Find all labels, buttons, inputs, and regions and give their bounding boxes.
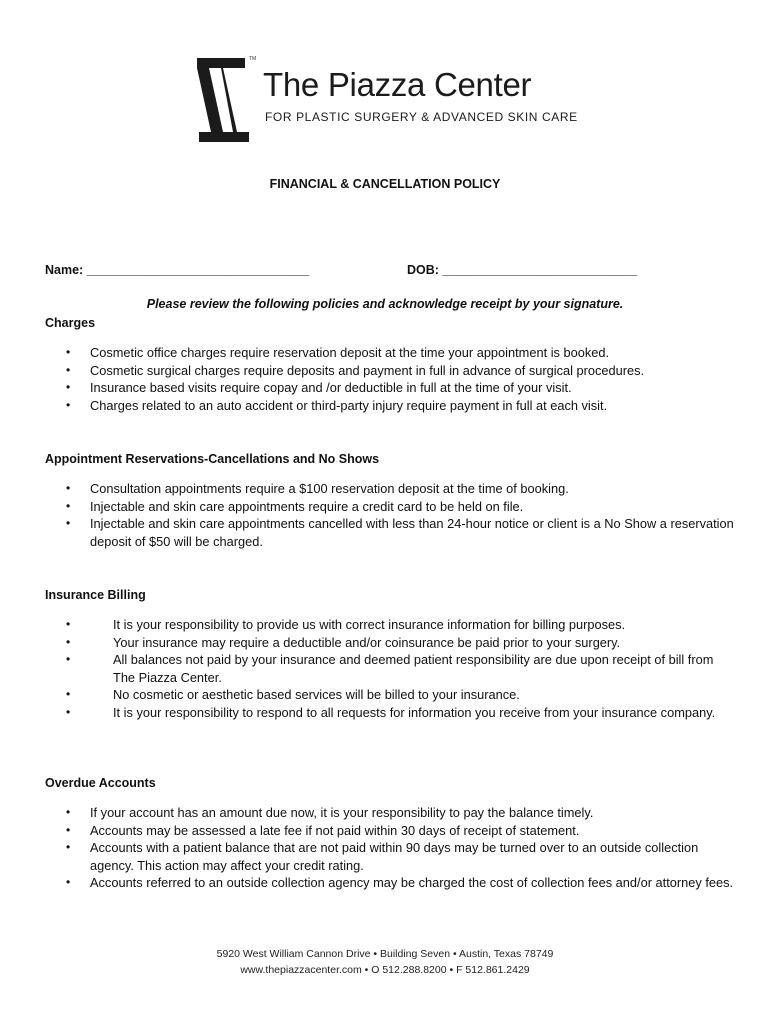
bullet-icon: •	[66, 397, 71, 412]
overdue-list	[45, 804, 735, 892]
logo-name: The Piazza Center	[263, 66, 532, 103]
list-item: • Insurance based visits require copay and /or deductible in full at the time of your visit.	[66, 380, 572, 396]
page-footer	[0, 946, 770, 978]
dob-field[interactable]: DOB: ____________________________	[407, 263, 638, 277]
bullet-icon: •	[66, 481, 71, 495]
list-item: • Accounts may be assessed a late fee if not paid within 30 days of receipt of statement.	[66, 822, 580, 838]
list-item: • Cosmetic office charges require reservation deposit at the time your appointment is booked.	[66, 345, 610, 360]
bullet-icon: •	[66, 840, 71, 855]
instruction-text: Please review the following policies and acknowledge receipt by your signature.	[146, 297, 624, 311]
list-item: • Accounts with a patient balance that are not paid within 90 days may be turned over to an outside collection agency. This action may affect your credit rating.	[66, 840, 699, 873]
list-item: • Charges related to an auto accident or third-party injury require payment in full at each visit.	[66, 397, 608, 413]
appointments-list	[45, 480, 735, 550]
footer-address: 5920 West William Cannon Drive • Building Seven • Austin, Texas 78749	[216, 948, 554, 960]
list-item: • Your insurance may require a deductible and/or coinsurance be paid prior to your surgery.	[66, 634, 621, 650]
section-charges	[45, 316, 735, 414]
insurance-list	[45, 616, 735, 722]
list-item: • It is your responsibility to provide us with correct insurance information for billing purposes.	[66, 617, 626, 632]
bullet-icon: •	[66, 516, 71, 531]
section-overdue-accounts	[45, 776, 735, 892]
bullet-icon: •	[66, 704, 71, 719]
document-title: FINANCIAL & CANCELLATION POLICY	[269, 177, 501, 191]
list-item: • All balances not paid by your insurance and deemed patient responsibility are due upon receipt of bill from The Piazza Center.	[66, 652, 714, 685]
list-item: • It is your responsibility to respond to all requests for information you receive from your insurance company.	[66, 704, 716, 720]
section-insurance-billing	[45, 588, 735, 722]
bullet-icon: •	[66, 875, 71, 890]
z-logo-mark-icon	[193, 56, 257, 144]
bullet-icon: •	[66, 805, 71, 819]
list-item: • Cosmetic surgical charges require deposits and payment in full in advance of surgical procedures.	[66, 362, 645, 378]
footer-contact: www.thepiazzacenter.com • O 512.288.8200 • F 512.861.2429	[240, 964, 530, 976]
piazza-center-logo	[193, 56, 593, 144]
list-item: • Accounts referred to an outside collection agency may be charged the cost of collection fees and/or attorney fees.	[66, 875, 734, 891]
section-heading: Charges	[45, 316, 96, 330]
list-item: • No cosmetic or aesthetic based services will be billed to your insurance.	[66, 687, 520, 703]
bullet-icon: •	[66, 498, 71, 513]
trademark-mark: TM	[249, 56, 257, 62]
list-item: • Consultation appointments require a $100 reservation deposit at the time of booking.	[66, 481, 569, 496]
bullet-icon: •	[66, 345, 71, 359]
section-heading: Overdue Accounts	[45, 776, 156, 790]
list-item: • Injectable and skin care appointments cancelled with less than 24-hour notice or client is a No Show a reservation deposit of $50 will be charged.	[66, 516, 734, 549]
bullet-icon: •	[66, 362, 71, 377]
section-appointments	[45, 452, 735, 550]
section-heading: Appointment Reservations-Cancellations and No Shows	[45, 452, 380, 466]
section-heading: Insurance Billing	[45, 588, 146, 602]
bullet-icon: •	[66, 652, 71, 667]
bullet-icon: •	[66, 687, 71, 702]
bullet-icon: •	[66, 617, 71, 631]
list-item: • Injectable and skin care appointments require a credit card to be held on file.	[66, 498, 524, 514]
bullet-icon: •	[66, 380, 71, 395]
logo-tagline: FOR PLASTIC SURGERY & ADVANCED SKIN CARE	[265, 110, 578, 124]
charges-list	[45, 344, 735, 414]
list-item: • If your account has an amount due now, it is your responsibility to pay the balance timely.	[66, 805, 594, 820]
bullet-icon: •	[66, 822, 71, 837]
bullet-icon: •	[66, 634, 71, 649]
name-field[interactable]: Name: ________________________________	[45, 263, 310, 277]
